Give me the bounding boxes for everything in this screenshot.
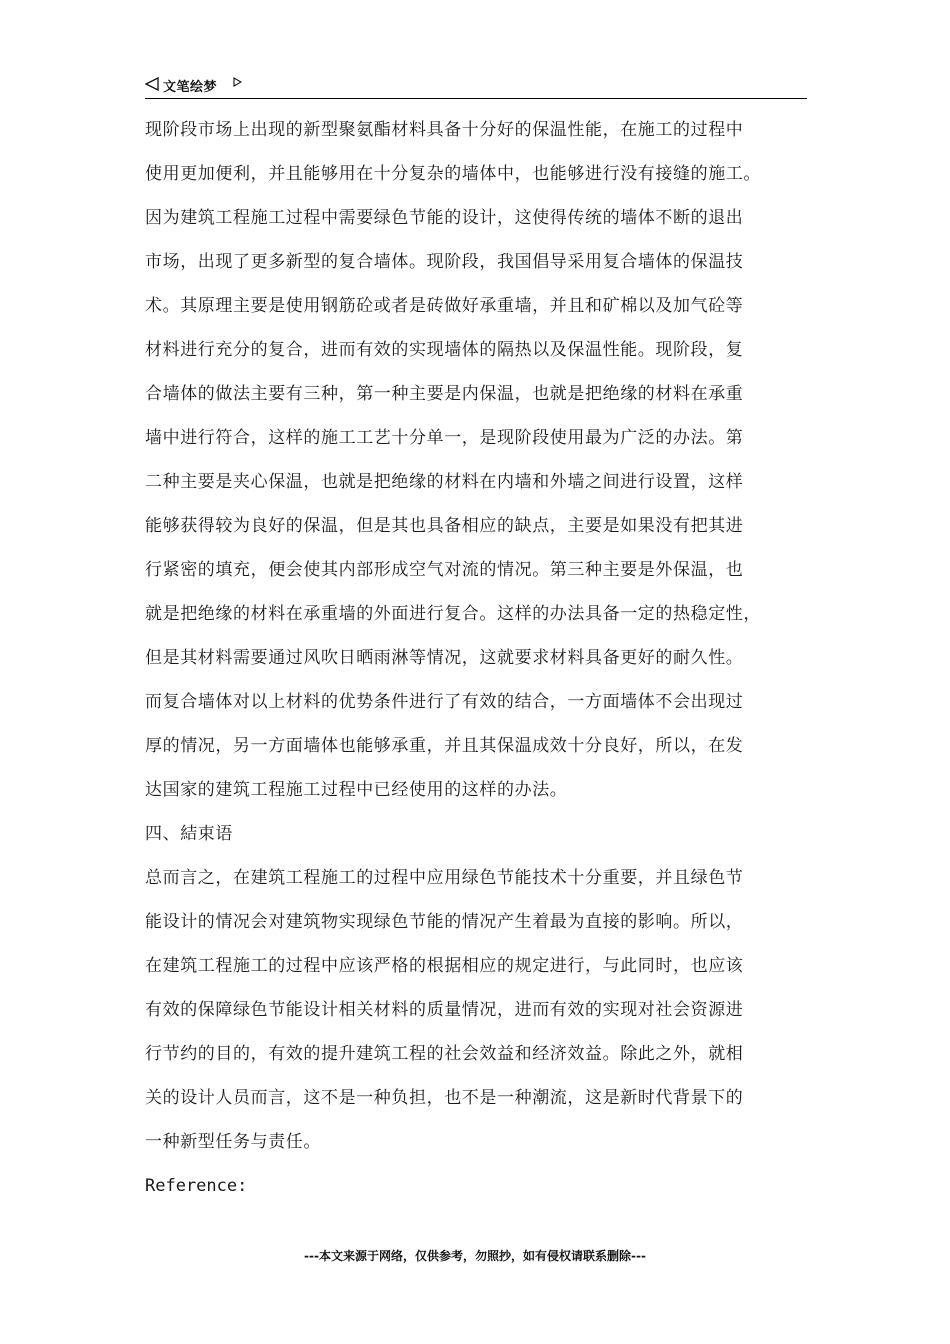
triangle-left-icon [145,77,159,91]
text-line: 厚的情况，另一方面墙体也能够承重，并且其保温成效十分良好，所以，在发 [145,736,744,756]
text-line: 能设计的情况会对建筑物实现绿色节能的情况产生着最为直接的影响。所以， [145,912,744,932]
triangle-right-icon [233,77,242,87]
paragraph-conclusion [145,856,807,1164]
document-body [145,108,807,1208]
brand-name: 文笔绘梦 [163,80,218,95]
text-line: 因为建筑工程施工过程中需要绿色节能的设计，这使得传统的墙体不断的退出 [145,208,744,228]
text-line: 市场，出现了更多新型的复合墙体。现阶段，我国倡导采用复合墙体的保温技 [145,252,744,272]
reference-label: Reference: [145,1176,248,1196]
section-heading: 四、結束语 [145,824,233,844]
text-line: 关的设计人员而言，这不是一种负担，也不是一种潮流，这是新时代背景下的 [145,1088,744,1108]
text-line: 总而言之，在建筑工程施工的过程中应用绿色节能技术十分重要，并且绿色节 [145,868,744,888]
text-line: 现阶段市场上出现的新型聚氨酯材料具备十分好的保温性能，在施工的过程中 [145,120,744,140]
text-line: 二种主要是夹心保温，也就是把绝缘的材料在内墙和外墙之间进行设置，这样 [145,472,744,492]
text-line: 达国家的建筑工程施工过程中已经使用的这样的办法。 [145,780,568,800]
text-line: 术。其原理主要是使用钢筋砼或者是砖做好承重墙，并且和矿棉以及加气砼等 [145,296,744,316]
text-line: 有效的保障绿色节能设计相关材料的质量情况，进而有效的实现对社会资源进 [145,1000,744,1020]
page-header [145,74,807,99]
paragraph-composite-wall [145,108,807,812]
text-line: 墙中进行符合，这样的施工工艺十分单一，是现阶段使用最为广泛的办法。第 [145,428,744,448]
text-line: 而复合墙体对以上材料的优势条件进行了有效的结合，一方面墙体不会出现过 [145,692,744,712]
text-line: 行紧密的填充，便会使其内部形成空气对流的情况。第三种主要是外保温，也 [145,560,744,580]
page-footer: ---本文来源于网络，仅供参考，勿照抄，如有侵权请联系删除--- [304,1249,646,1263]
text-line: 一种新型任务与责任。 [145,1132,321,1152]
text-line: 合墙体的做法主要有三种，第一种主要是内保温，也就是把绝缘的材料在承重 [145,384,744,404]
text-line: 但是其材料需要通过风吹日晒雨淋等情况，这就要求材料具备更好的耐久性。 [145,648,744,668]
text-line: 材料进行充分的复合，进而有效的实现墙体的隔热以及保温性能。现阶段，复 [145,340,744,360]
text-line: 就是把绝缘的材料在承重墙的外面进行复合。这样的办法具备一定的热稳定性， [145,604,761,624]
text-line: 行节约的目的，有效的提升建筑工程的社会效益和经济效益。除此之外，就相 [145,1044,744,1064]
text-line: 能够获得较为良好的保温，但是其也具备相应的缺点，主要是如果没有把其进 [145,516,744,536]
text-line: 使用更加便利，并且能够用在十分复杂的墙体中，也能够进行没有接缝的施工。 [145,164,761,184]
text-line: 在建筑工程施工的过程中应该严格的根据相应的规定进行，与此同时，也应该 [145,956,744,976]
